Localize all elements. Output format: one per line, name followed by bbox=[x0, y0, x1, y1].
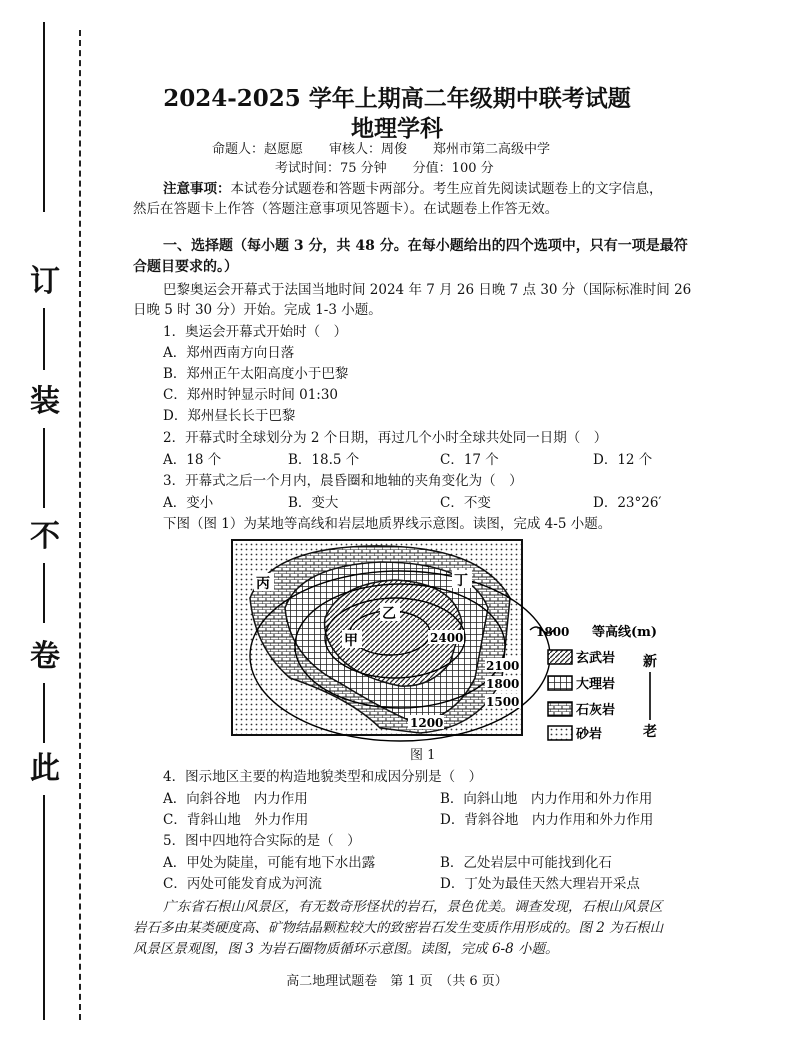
q3-option-a: A．变小 bbox=[163, 495, 214, 511]
binding-char: 此 bbox=[30, 751, 60, 786]
q2-option-b: B．18.5 个 bbox=[288, 452, 360, 468]
binding-line-segment bbox=[43, 563, 45, 623]
label-yi: 乙 bbox=[382, 606, 396, 622]
q1-option-b: B．郑州正午太阳高度小于巴黎 bbox=[163, 366, 349, 382]
q1-option-d: D．郑州昼长长于巴黎 bbox=[163, 408, 296, 424]
legend-basalt: 玄武岩 bbox=[576, 651, 616, 666]
q3-stem: 3．开幕式之后一个月内，晨昏圈和地轴的夹角变化为（ ） bbox=[163, 473, 523, 489]
q1-option-a: A．郑州西南方向日落 bbox=[163, 345, 295, 361]
q2-option-a: A．18 个 bbox=[163, 452, 222, 468]
q1-stem: 1．奥运会开幕式开始时（ ） bbox=[163, 324, 348, 340]
contour-2400: 2400 bbox=[430, 631, 464, 645]
q2-stem: 2．开幕式时全球划分为 2 个日期，再过几个小时全球共处同一日期（ ） bbox=[163, 430, 608, 446]
q4-stem: 4．图示地区主要的构造地貌类型和成因分别是（ ） bbox=[163, 769, 483, 785]
subject-title: 地理学科 bbox=[351, 115, 443, 142]
intro3-line-1: 广东省石根山风景区，有无数奇形怪状的岩石，景色优美。调查发现，石根山风景区 bbox=[163, 899, 663, 915]
q3-option-b: B．变大 bbox=[288, 495, 339, 511]
q5-option-a: A．甲处为陡崖，可能有地下水出露 bbox=[163, 855, 376, 871]
intro3-line-3: 风景区景观图，图 3 为岩石圈物质循环示意图。读图，完成 6-8 小题。 bbox=[133, 941, 559, 957]
q1-option-c: C．郑州时钟显示时间 01:30 bbox=[163, 387, 339, 403]
exam-title: 2024-2025 学年上期高二年级期中联考试题 bbox=[163, 85, 631, 112]
contour-1200: 1200 bbox=[410, 716, 444, 730]
binding-char: 订 bbox=[30, 264, 60, 299]
q2-option-c: C．17 个 bbox=[440, 452, 499, 468]
q3-option-c: C．不变 bbox=[440, 495, 491, 511]
intro1-line-1: 巴黎奥运会开幕式于法国当地时间 2024 年 7 月 26 日晚 7 点 30 分（国际标准时间 26 bbox=[163, 282, 692, 298]
intro3-line-2: 岩石多由某类硬度高、矿物结晶颗粒较大的致密岩石发生变质作用形成的。图 2 为石根山 bbox=[133, 920, 664, 936]
q5-option-b: B．乙处岩层中可能找到化石 bbox=[440, 855, 612, 871]
label-bing: 丙 bbox=[256, 576, 270, 592]
notice-text-1: 本试卷分试题卷和答题卡两部分。考生应首先阅读试题卷上的文字信息， bbox=[230, 181, 663, 197]
notice-label: 注意事项： bbox=[163, 181, 231, 197]
q4-option-d: D．背斜谷地 内力作用和外力作用 bbox=[440, 812, 654, 828]
contour-1800: 1800 bbox=[486, 677, 520, 691]
contour-2100: 2100 bbox=[486, 659, 520, 673]
notice-line-2: 然后在答题卡上作答（答题注意事项见答题卡）。在试题卷上作答无效。 bbox=[133, 201, 559, 217]
binding-line-segment bbox=[43, 428, 45, 508]
legend-basalt-swatch bbox=[548, 650, 572, 664]
binding-char: 卷 bbox=[30, 639, 60, 674]
label-ding: 丁 bbox=[454, 573, 468, 589]
legend-limestone-swatch bbox=[548, 702, 572, 716]
q2-option-d: D．12 个 bbox=[593, 452, 653, 468]
legend-contour-value: 1800 bbox=[536, 625, 570, 639]
page-footer: 高二地理试题卷 第 1 页 （共 6 页） bbox=[286, 974, 508, 989]
binding-dashed-line bbox=[79, 30, 81, 1020]
binding-char: 装 bbox=[30, 384, 60, 419]
legend-sandstone-swatch bbox=[548, 726, 572, 740]
binding-line-segment bbox=[43, 683, 45, 743]
authors-line: 命题人：赵愿愿 审核人：周俊 郑州市第二高级中学 bbox=[212, 142, 551, 157]
q4-option-a: A．向斜谷地 内力作用 bbox=[163, 791, 308, 807]
contour-1500: 1500 bbox=[486, 695, 520, 709]
q5-stem: 5．图中四地符合实际的是（ ） bbox=[163, 833, 361, 849]
intro1-line-2: 日晚 5 时 30 分）开始。完成 1-3 小题。 bbox=[133, 302, 382, 318]
intro2-line: 下图（图 1）为某地等高线和岩层地质界线示意图。读图，完成 4-5 小题。 bbox=[163, 516, 612, 532]
legend-marble-swatch bbox=[548, 676, 572, 690]
legend-old: 老 bbox=[643, 724, 657, 740]
legend-limestone: 石灰岩 bbox=[576, 703, 616, 718]
label-jia: 甲 bbox=[344, 633, 358, 649]
time-score-line: 考试时间：75 分钟 分值：100 分 bbox=[275, 161, 494, 176]
q4-option-c: C．背斜山地 外力作用 bbox=[163, 812, 309, 828]
notice-line-1 bbox=[163, 179, 663, 199]
legend-contour-label: 等高线(m) bbox=[592, 625, 658, 640]
figure1-map bbox=[230, 538, 670, 743]
q5-option-c: C．丙处可能发育成为河流 bbox=[163, 876, 322, 892]
q5-option-d: D．丁处为最佳天然大理岩开采点 bbox=[440, 876, 640, 892]
legend-marble: 大理岩 bbox=[576, 677, 616, 692]
binding-line-segment bbox=[43, 308, 45, 370]
section-heading: 一、选择题（每小题 3 分，共 48 分。在每小题给出的四个选项中，只有一项是最符 bbox=[163, 238, 688, 254]
section-heading-2: 合题目要求的。） bbox=[133, 259, 238, 275]
q4-option-b: B．向斜山地 内力作用和外力作用 bbox=[440, 791, 653, 807]
legend-new: 新 bbox=[643, 654, 657, 670]
q3-option-d: D．23°26′ bbox=[593, 495, 662, 511]
figure1-caption: 图 1 bbox=[410, 748, 436, 763]
legend-sandstone: 砂岩 bbox=[576, 727, 603, 742]
binding-char: 不 bbox=[30, 519, 60, 554]
